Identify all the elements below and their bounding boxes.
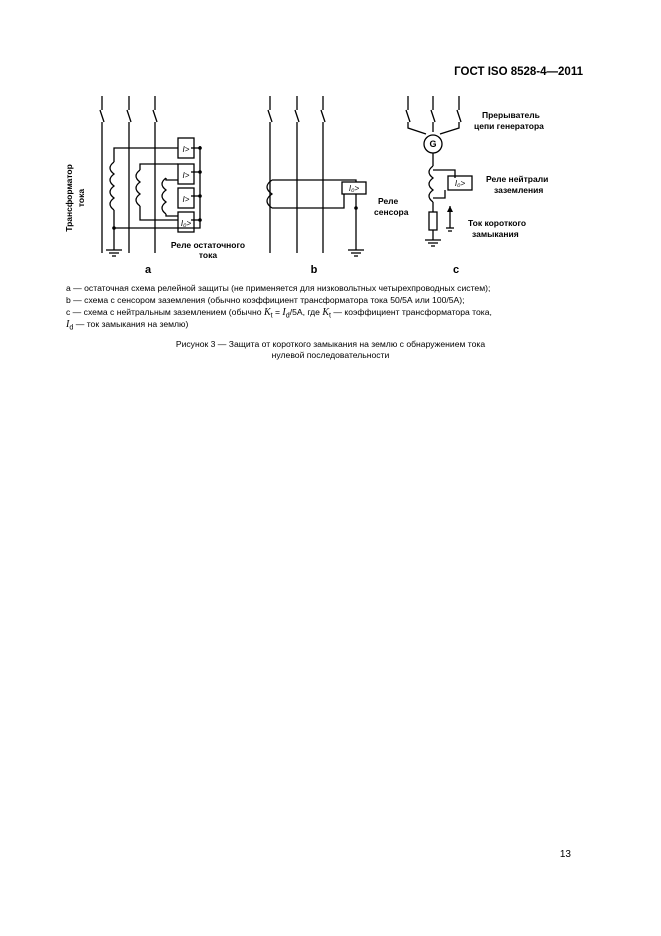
legend-c-K-sub: t xyxy=(270,311,273,320)
legend-c-K: K xyxy=(263,307,271,318)
diagram-a-label: a xyxy=(144,264,152,276)
page-number: 13 xyxy=(559,849,571,860)
legend-c-text1: c — схема с нейтральным заземлением (обычно xyxy=(66,307,264,317)
relay-residual-symbol-a: I₀> xyxy=(180,219,192,228)
breaker-label-line2: цепи генератора xyxy=(474,121,544,131)
legend-c-I: I xyxy=(282,307,286,318)
diagram-b-wiring xyxy=(267,96,366,256)
sensor-relay-label-line1: Реле xyxy=(378,196,399,206)
relay-symbol-a1: I> xyxy=(182,145,190,154)
ct-label-line1: Трансформатор xyxy=(64,164,74,232)
relay-symbol-a2: I> xyxy=(182,171,190,180)
legend-c-line2 xyxy=(66,318,188,334)
fault-current-label-line1: Ток короткого xyxy=(468,218,527,228)
legend-c-I-sub: d xyxy=(285,311,290,320)
legend-c-line2-sub: d xyxy=(69,323,74,332)
diagram-b-label: b xyxy=(310,264,318,276)
legend-c-text3: — коэффициент трансформатора тока, xyxy=(331,307,492,317)
sensor-relay-label-line2: сенсора xyxy=(374,207,409,217)
legend-b: b — схема с сенсором заземления (обычно коэффициент трансформатора тока 50/5А или 100/5А); xyxy=(66,295,465,305)
earth-fault-protection-figure xyxy=(60,88,600,278)
relay-residual-label-line1: Реле остаточного xyxy=(170,240,246,250)
generator-symbol: G xyxy=(429,139,437,149)
legend-c-text2: /5А, где xyxy=(289,307,323,317)
relay-residual-label-line2: тока xyxy=(198,250,218,260)
figure-caption-line2: нулевой последовательности xyxy=(271,350,390,360)
diagram-c-label: c xyxy=(452,264,460,276)
relay-symbol-c: I₀> xyxy=(454,179,466,188)
relay-symbol-b: I₀> xyxy=(348,184,360,193)
neutral-relay-label-line1: Реле нейтрали xyxy=(486,174,549,184)
legend-c-eq: = xyxy=(272,307,283,317)
relay-symbol-a3: I> xyxy=(182,195,190,204)
figure-caption-line1: Рисунок 3 — Защита от короткого замыкания на землю с обнаружением тока xyxy=(175,339,486,349)
ct-label-line2: тока xyxy=(76,188,86,208)
legend-c-line2-I: I xyxy=(66,319,70,330)
document-header: ГОСТ ISO 8528-4—2011 xyxy=(454,66,583,78)
fault-current-label-line2: замыкания xyxy=(472,229,519,239)
legend-c-K2: K xyxy=(322,307,330,318)
legend-c-line2-text: — ток замыкания на землю) xyxy=(73,319,189,329)
legend-c-K2-sub: t xyxy=(329,311,332,320)
diagram-c-wiring xyxy=(406,96,472,246)
legend-a: а — остаточная схема релейной защиты (не применяется для низковольтных четырехпроводных систем); xyxy=(66,283,491,293)
breaker-label-line1: Прерыватель xyxy=(482,110,540,120)
neutral-relay-label-line2: заземления xyxy=(494,185,544,195)
